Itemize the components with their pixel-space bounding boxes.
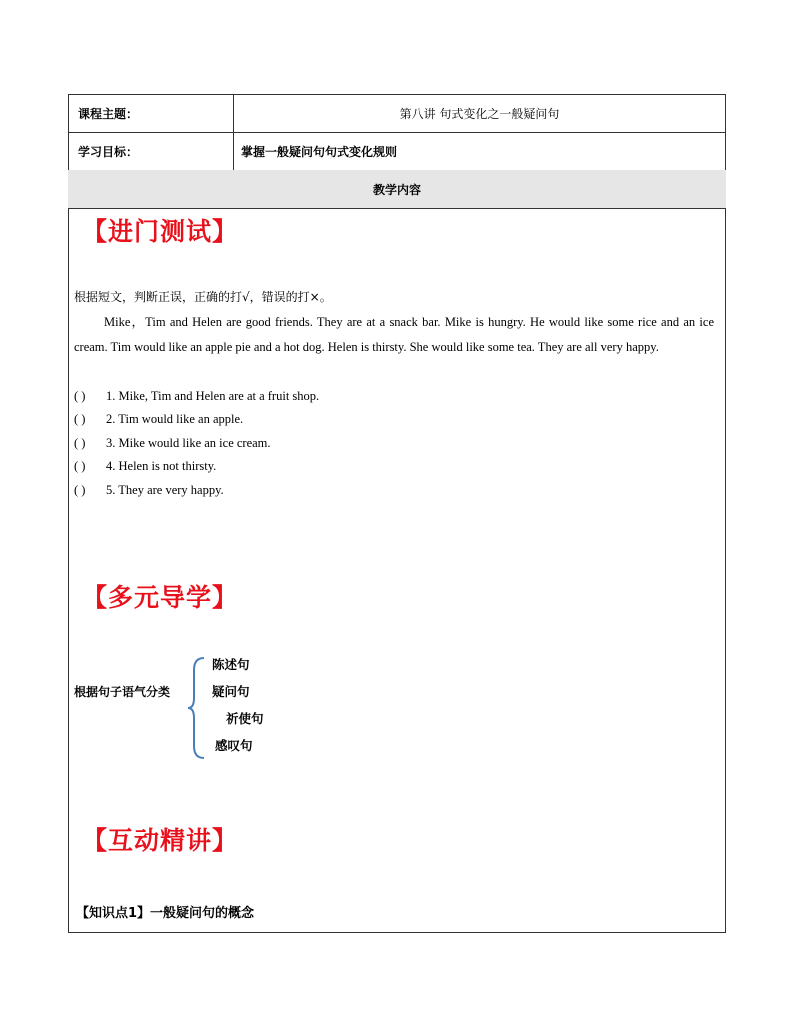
reading-passage: Mike，Tim and Helen are good friends. They are at a snack bar. Mike is hungry. He would like some rice and an ice cream. Tim would like an apple pie and a hot dog. Helen is thirsty. She would like some tea. They are all very happy. <box>74 315 714 354</box>
topic-row <box>68 94 726 133</box>
question-text: 4. Helen is not thirsty. <box>106 459 217 473</box>
goal-value: 掌握一般疑问句句式变化规则 <box>241 145 398 159</box>
goal-row <box>68 132 726 171</box>
question-5 <box>74 483 224 498</box>
content-header-row <box>68 170 726 209</box>
question-3 <box>74 436 271 451</box>
classify-item-declarative: 陈述句 <box>212 657 250 672</box>
answer-blank[interactable]: ( ) <box>74 483 86 497</box>
column-divider <box>233 94 234 170</box>
lesson-sheet <box>68 94 726 933</box>
goal-label: 学习目标： <box>78 145 139 159</box>
question-text: 3. Mike would like an ice cream. <box>106 436 271 450</box>
test-instruction: 根据短文，判断正误，正确的打√，错误的打×。 <box>74 290 332 304</box>
guided-learning-heading: 【多元导学】 <box>82 583 239 612</box>
classify-item-interrogative: 疑问句 <box>212 684 250 699</box>
question-text: 5. They are very happy. <box>106 483 224 497</box>
knowledge-point-1: 【知识点1】一般疑问句的概念 <box>76 906 255 921</box>
question-text: 2. Tim would like an apple. <box>106 412 244 426</box>
entry-test-heading: 【进门测试】 <box>82 217 239 246</box>
question-4 <box>74 459 216 474</box>
classify-label: 根据句子语气分类 <box>74 685 171 699</box>
question-1 <box>74 389 319 404</box>
topic-value: 第八讲 句式变化之一般疑问句 <box>399 107 560 121</box>
question-text: 1. Mike, Tim and Helen are at a fruit shop. <box>106 389 320 403</box>
answer-blank[interactable]: ( ) <box>74 436 86 450</box>
classify-item-imperative: 祈使句 <box>226 711 264 726</box>
question-2 <box>74 412 243 427</box>
answer-blank[interactable]: ( ) <box>74 412 86 426</box>
content-header: 教学内容 <box>372 183 421 197</box>
answer-blank[interactable]: ( ) <box>74 389 86 403</box>
topic-label: 课程主题： <box>78 107 139 121</box>
classify-item-exclamatory: 感叹句 <box>215 738 253 753</box>
interactive-lecture-heading: 【互动精讲】 <box>82 826 239 855</box>
answer-blank[interactable]: ( ) <box>74 459 86 473</box>
curly-brace <box>186 656 208 760</box>
